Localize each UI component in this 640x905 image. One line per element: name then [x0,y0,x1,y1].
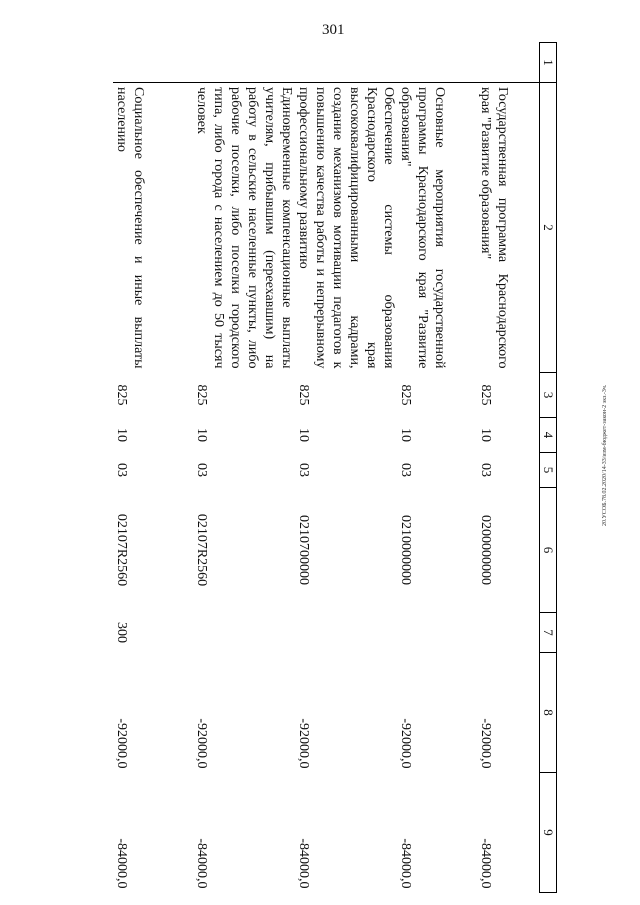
row-number-cell [295,43,397,83]
budget-table [113,42,557,893]
ministry-code: 825 [478,384,493,406]
target-article-code: 02107R2560 [194,513,209,587]
subsection-code: 03 [398,463,413,477]
expense-type-code [477,613,540,653]
row-name: Социальное обеспечение и иные выплаты населению [113,83,193,373]
table-row [113,43,193,893]
row-number-cell [397,43,477,83]
row-name: Обеспечение системы образования Краснодарского края высококвалифицированными кадрами, создание механизмов мотивации педагогов к повышению качества работы и непрерывному профессиональному развитию [295,83,397,373]
table-row [477,43,540,893]
row-number-cell [193,43,295,83]
column-header: 5 [540,453,557,488]
amount-col9: -84000,0 [194,838,209,889]
column-header: 9 [540,773,557,893]
expense-type-code [397,613,477,653]
amount-col8: -92000,0 [194,718,209,769]
amount-col9: -84000,0 [398,838,413,889]
ministry-code: 825 [398,384,413,406]
amount-col9: -84000,0 [114,838,129,889]
target-article-code: 0200000000 [478,515,493,585]
expense-type-code: 300 [114,622,129,643]
rotated-page-content [97,42,557,892]
section-code: 10 [478,428,493,442]
amount-col8: -92000,0 [296,718,311,769]
section-code: 10 [194,428,209,442]
column-header: 4 [540,418,557,453]
section-code: 10 [114,428,129,442]
row-name: Основные мероприятия государственной программы Краснодарского края "Развитие образования" [397,83,477,373]
column-header: 8 [540,653,557,773]
amount-col8: -92000,0 [398,718,413,769]
subsection-code: 03 [194,463,209,477]
expense-type-code [193,613,295,653]
subsection-code: 03 [296,463,311,477]
column-header: 3 [540,373,557,418]
table-row [193,43,295,893]
row-name: Единовременные компенсационные выплаты учителям, прибывшим (переехавшим) на работу в сельские населенные пункты, либо рабочие поселки, либо поселки городского типа, либо города с населением до 50 тысяч человек [193,83,295,373]
row-number-cell [477,43,540,83]
section-code: 10 [296,428,311,442]
table-row [397,43,477,893]
amount-col8: -92000,0 [114,718,129,769]
section-code: 10 [398,428,413,442]
expense-type-code [295,613,397,653]
ministry-code: 825 [114,384,129,406]
ministry-code: 825 [296,384,311,406]
document-reference-note: 20.УСОБ.78.02.2020/14-33/изм-бюджет-закон-2 экз.-3ч. [602,384,608,526]
subsection-code: 03 [114,463,129,477]
column-header: 2 [540,83,557,373]
column-header: 1 [540,43,557,83]
target-article-code: 0210000000 [398,515,413,585]
column-header: 6 [540,488,557,613]
amount-col9: -84000,0 [478,838,493,889]
column-header: 7 [540,613,557,653]
row-number-cell [113,43,193,83]
page-number: 301 [322,22,345,38]
table-row [295,43,397,893]
amount-col9: -84000,0 [296,838,311,889]
row-name: Государственная программа Краснодарского края "Развитие образования" [477,83,540,373]
amount-col8: -92000,0 [478,718,493,769]
target-article-code: 0210700000 [296,515,311,585]
subsection-code: 03 [478,463,493,477]
table-header-row [540,43,557,893]
target-article-code: 02107R2560 [114,513,129,587]
ministry-code: 825 [194,384,209,406]
